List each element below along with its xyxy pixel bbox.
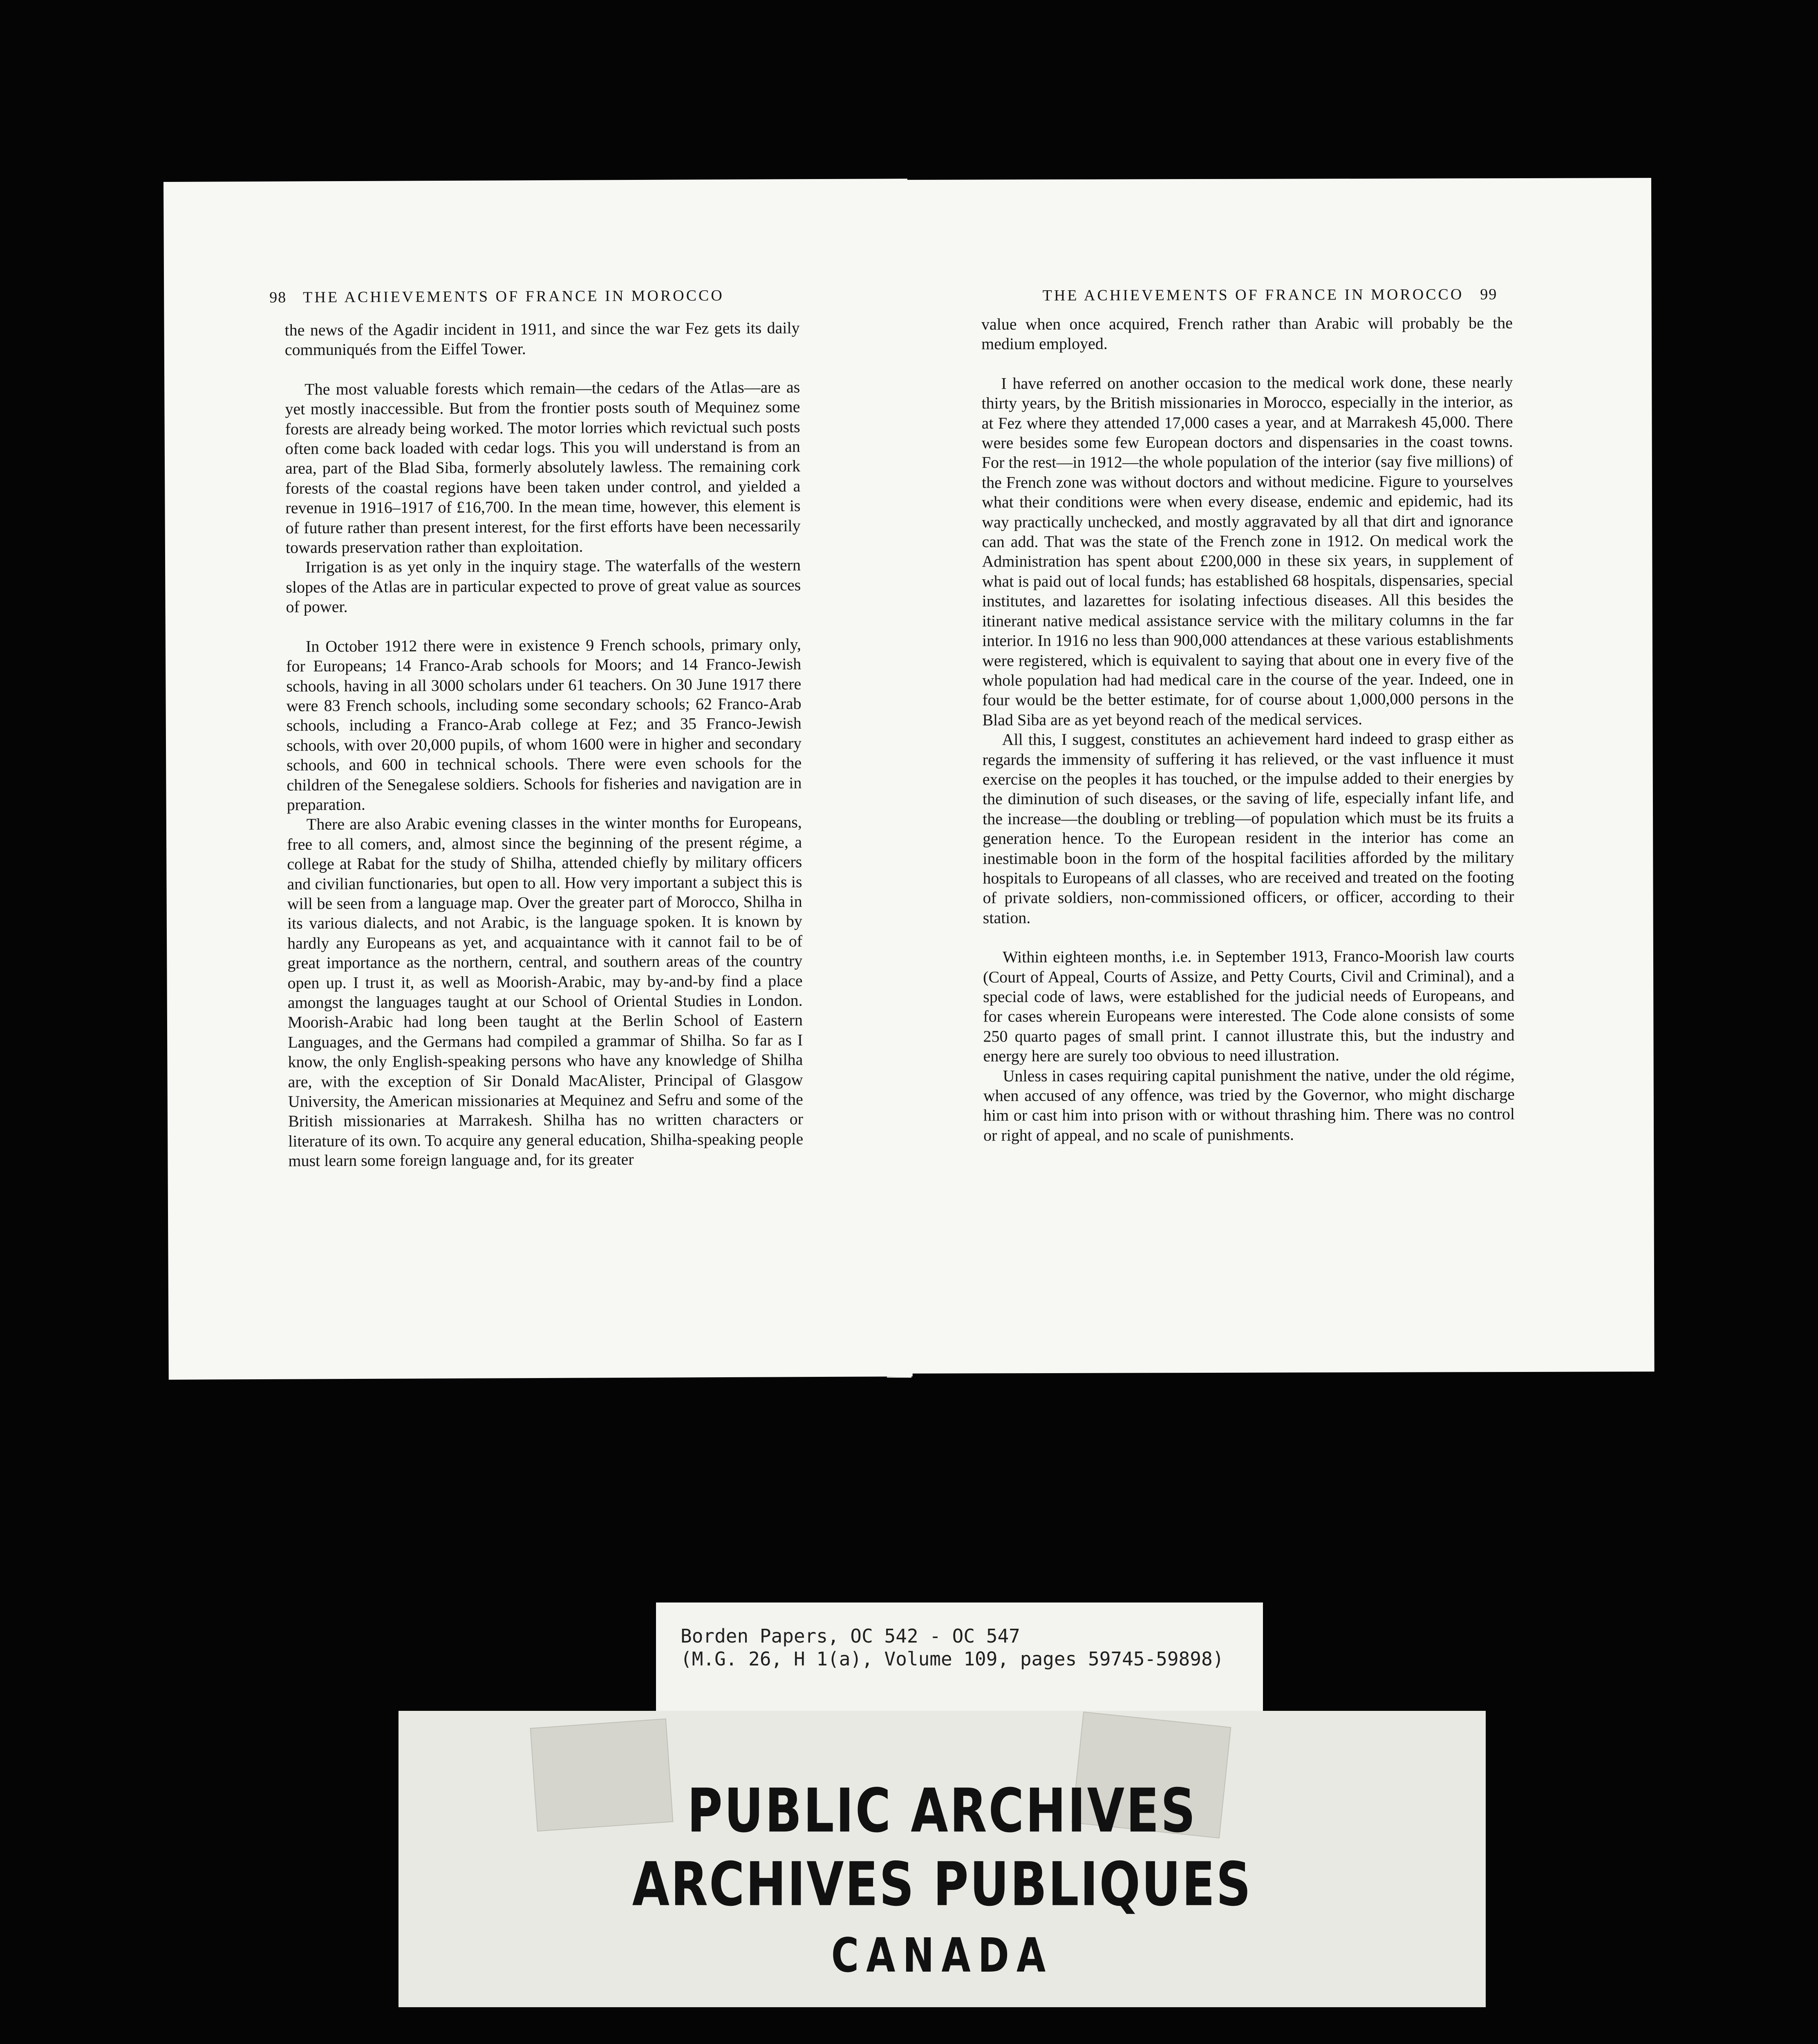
left-paragraph-1: the news of the Agadir incident in 1911, and since the war Fez gets its daily communiqués from the Eiffel Tower.: [284, 318, 800, 359]
right-paragraph-3: All this, I suggest, constitutes an achievement hard indeed to grasp either as regards the immensity of suffering it has relieved, or the vast influence it must exercise on the peoples it has touched, or the impulse added to their energies by the diminution of such diseases, or the saving of life, especially infant life, and the increase—the doubling or trebling—of population which must be its fruits a generation hence. To the European resident in the interior has come an inestimable boon in the form of the hospital facilities afforded by the military hospitals to Europeans of all classes, who are received and treated on the footing of private soldiers, non-commissioned officers, or officer, according to their station.: [982, 729, 1514, 927]
reference-line-2: (M.G. 26, H 1(a), Volume 109, pages 59745-59898): [681, 1648, 1224, 1670]
left-page: [163, 179, 913, 1380]
right-running-head: [1026, 285, 1498, 305]
stamp-line-archives-publiques: ARCHIVES PUBLIQUES: [632, 1849, 1252, 1920]
right-paragraph-1: value when once acquired, French rather than Arabic will probably be the medium employed.: [981, 314, 1513, 353]
right-paragraph-4: Within eighteen months, i.e. in September 1913, Franco-Moorish law courts (Court of Appeal, Courts of Assize, and Petty Courts, Civil and Criminal), and a special code of laws, were established for the judicial needs of Europeans, and for cases wherein Europeans were interested. The Code alone consists of some 250 quarto pages of small print. I cannot illustrate this, but the industry and energy here are surely too obvious to need illustration.: [983, 946, 1515, 1065]
right-paragraph-5: Unless in cases requiring capital punishment the native, under the old régime, when accused of any offence, was tried by the Governor, who might discharge him or cast him into prison with or without thrashing him. There was no control or right of appeal, and no scale of punishments.: [983, 1065, 1515, 1145]
right-paragraph-2: I have referred on another occasion to the medical work done, these nearly thirty years, by the British missionaries in Morocco, especially in the interior, as at Fez where they attended 17,000 cases a year, and at Marrakesh 45,000. There were besides some few European doctors and dispensaries in the coast towns. For the rest—in 1912—the whole population of the interior (say five millions) of the French zone was without doctors and without medicine. Figure to yourselves what their conditions were when every disease, endemic and epidemic, had its way practically unchecked, and mostly aggravated by all that dirt and ignorance can add. That was the state of the French zone in 1912. On medical work the Administration has spent about £200,000 in these six years, in supplement of what is paid out of local funds; has established 68 hospitals, dispensaries, special institutes, and lazarettes for isolating infectious diseases. All this besides the itinerant native medical assistance service with the military columns in the far interior. In 1916 no less than 900,000 attendances at these various establishments were registered, which is equivalent to saying that about one in every five of the whole population had had medical care in the course of the year. Indeed, one in four would be the better estimate, for of course about 1,000,000 persons in the Blad Siba are as yet beyond reach of the medical services.: [981, 372, 1514, 729]
left-paragraph-2: The most valuable forests which remain—the cedars of the Atlas—are as yet mostly inaccessible. But from the frontier posts south of Mequinez some forests are already being worked. The motor lorries which revictual such posts often come back loaded with cedar logs. This you will understand is from an area, part of the Blad Siba, formerly absolutely lawless. The remaining cork forests of the coastal regions have been taken under control, and yielded a revenue in 1916–1917 of £16,700. In the mean time, however, this element is of future rather than present interest, for the first efforts have been necessarily towards preservation rather than exploitation.: [285, 378, 801, 557]
left-page-number: 98: [269, 289, 287, 306]
left-paragraph-5: There are also Arabic evening classes in the winter months for Europeans, free to all comers, and, almost since the beginning of the present régime, a college at Rabat for the study of Shilha, attended chiefly by military officers and civilian functionaries, but open to all. How very important a subject this is will be seen from a language map. Over the greater part of Morocco, Shilha in its various dialects, and not Arabic, is the language spoken. It is known by hardly any Europeans as yet, and acquaintance with it cannot fail to be of great importance as the northern, central, and southern areas of the country open up. I trust it, as well as Moorish-Arabic, may by-and-by find a place amongst the languages taught at our School of Oriental Studies in London. Moorish-Arabic had long been taught at the Berlin School of Eastern Languages, and the Germans had compiled a grammar of Shilha. So far as I know, the only English-speaking persons who have any knowledge of Shilha are, with the exception of Sir Donald MacAlister, Principal of Glasgow University, the American missionaries at Mequinez and Sefru and some of the British missionaries at Marrakesh. Shilha has no written characters or literature of its own. To acquire any general education, Shilha-speaking people must learn some foreign language and, for its greater: [287, 813, 804, 1170]
left-running-head: [269, 287, 741, 307]
left-page-text: [284, 318, 803, 1171]
left-running-title: THE ACHIEVEMENTS OF FRANCE IN MOROCCO: [303, 287, 724, 306]
right-running-title: THE ACHIEVEMENTS OF FRANCE IN MOROCCO: [1042, 286, 1464, 305]
right-page: [891, 178, 1655, 1374]
left-paragraph-4: In October 1912 there were in existence 9 French schools, primary only, for Europeans; 14 Franco-Arab schools for Moors; and 14 Franco-Jewish schools, having in all 3000 scholars under 61 teachers. On 30 June 1917 there were 83 French schools, including some secondary schools; 62 Franco-Arab schools, including a Franco-Arab college at Fez; and 35 Franco-Jewish schools, with over 20,000 pupils, of whom 1600 were in higher and secondary schools, and 600 in technical schools. There were even schools for the children of the Senegalese soldiers. Schools for fisheries and navigation are in preparation.: [286, 634, 802, 814]
right-page-text: [981, 313, 1515, 1145]
stamp-line-public-archives: PUBLIC ARCHIVES: [687, 1775, 1197, 1846]
archive-stamp-card: [399, 1711, 1486, 2007]
left-paragraph-3: Irrigation is as yet only in the inquiry stage. The waterfalls of the western slopes of the Atlas are in particular expected to prove of great value as sources of power.: [286, 556, 801, 616]
reference-line-1: Borden Papers, OC 542 - OC 547: [681, 1625, 1020, 1647]
right-page-number: 99: [1480, 286, 1498, 303]
stamp-line-canada: CANADA: [831, 1928, 1053, 1983]
